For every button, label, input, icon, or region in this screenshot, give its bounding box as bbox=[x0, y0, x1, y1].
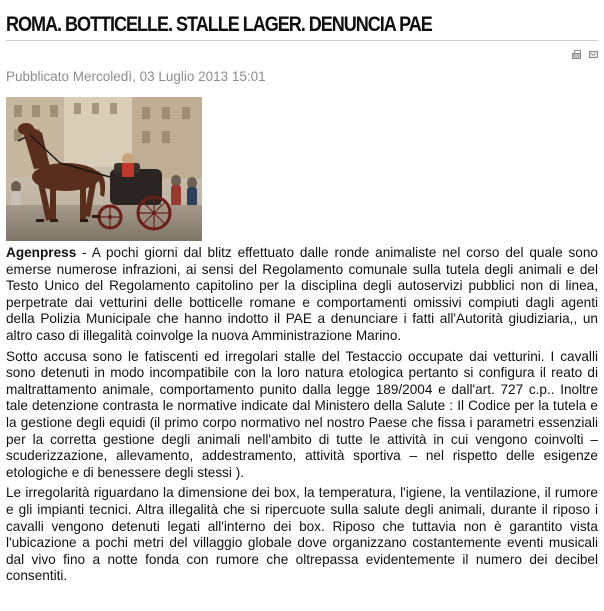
paragraph: Le irregolarità riguardano la dimensione dei box, la temperatura, l'igiene, la ventilazione, il rumore e gli impianti tecnici. Altra illegalità che si ripercuote sulla salute degli animali, durante il riposo i cavalli vengono detenuti legati all'interno dei box. Riposo che tuttavia non è garantito vista l'ubicazione a pochi metri del villaggio globale dove organizzano costantemente eventi musicali dal vivo fino a notte fonda con rumore che oltrepassa evidentemente il numero dei decibel consentiti. bbox=[6, 485, 598, 584]
paragraph-text: - A pochi giorni dal blitz effettuato dalle ronde animaliste nel corso del quale sono emerse numerose infrazioni, ai sensi del Regolamento comunale sulla tutela degli animali e del Testo Unico del Regolamento capitolino per la disciplina degli autoservizi pubblici non di linea, perpetrate dai vetturini delle botticelle romane e comportamenti omissivi compiuti dagli agenti della Polizia Municipale che hanno indotto il PAE a denunciare i fatti all'Autorità giudiziaria,, un altro caso di illegalità coinvolge la nuova Amministrazione Marino. bbox=[6, 245, 598, 343]
article-tools bbox=[572, 50, 598, 59]
paragraph bbox=[6, 245, 598, 345]
article-body bbox=[6, 245, 598, 587]
source-name: Agenpress bbox=[6, 245, 77, 260]
paragraph: Sotto accusa sono le fatiscenti ed irregolari stalle del Testaccio occupate dai vetturini. I cavalli sono detenuti in modo incompatibile con la loro natura etologica pertanto si configura il reato di maltrattamento animale, comportamento punito dalla legge 189/2004 e dall'art. 727 c.p.. Inoltre tale detenzione contrasta le normative indicate dal Ministero della Salute : Il Codice per la tutela e la gestione degli equidi (il primo corpo normativo nel nostro Paese che fissa i parametri essenziali per la corretta gestione degli animali nell'ambito di tutte le attività in cui vengono coinvolti – scuderizzazione, allevamento, addestramento, attività sportiva – nel rispetto delle esigenze etologiche e di benessere degli stessi ). bbox=[6, 348, 598, 480]
published-date: Pubblicato Mercoledì, 03 Luglio 2013 15:01 bbox=[6, 69, 266, 84]
article-title[interactable]: ROMA. BOTTICELLE. STALLE LAGER. DENUNCIA PAE bbox=[6, 13, 432, 36]
article-image bbox=[6, 97, 202, 241]
title-bar bbox=[6, 10, 598, 41]
print-icon[interactable] bbox=[572, 50, 581, 59]
email-icon[interactable] bbox=[589, 50, 598, 59]
